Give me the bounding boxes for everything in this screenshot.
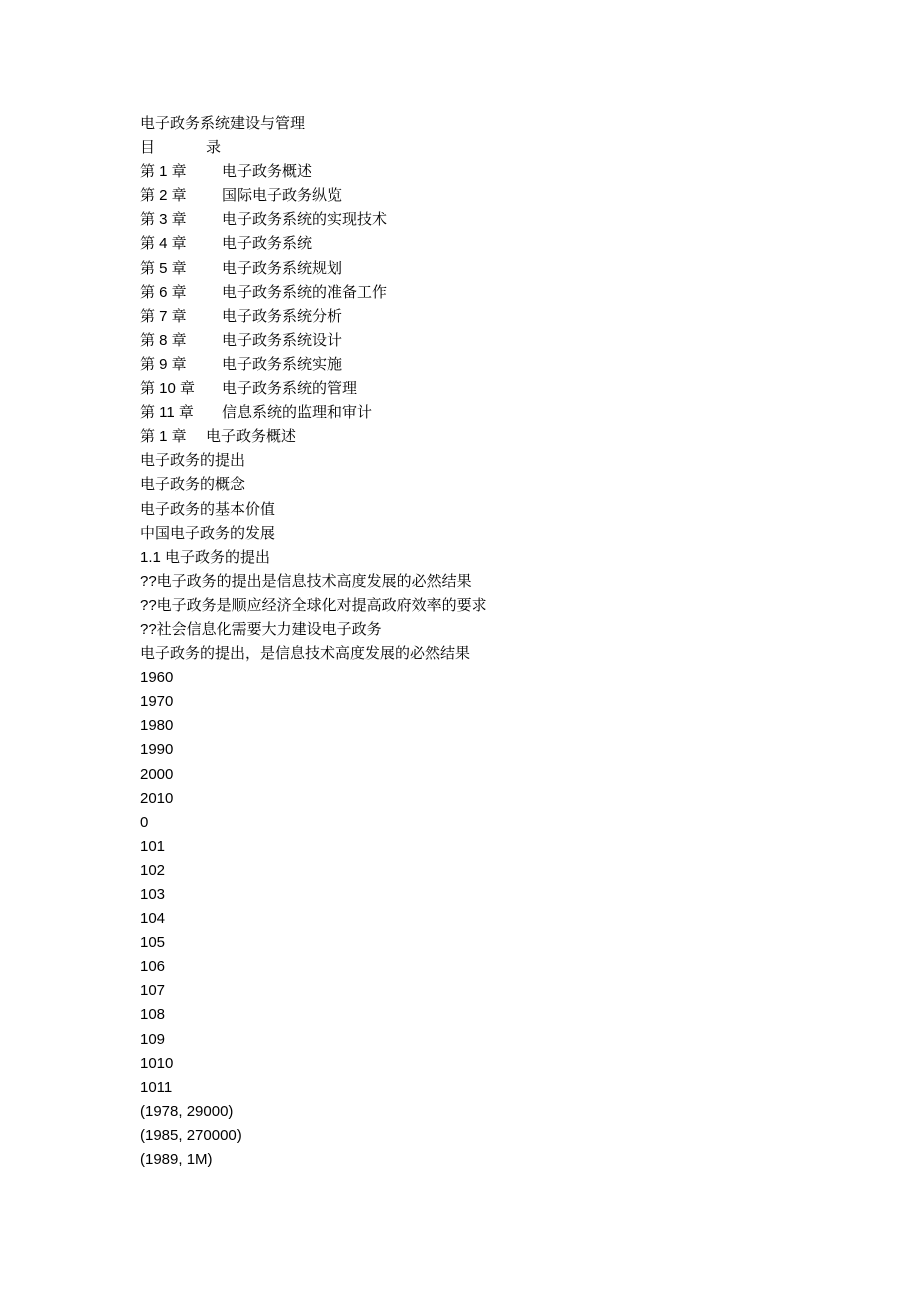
toc-entry (140, 208, 840, 232)
toc-entry-title: 电子政务系统分析 (222, 307, 343, 325)
toc-entry-title: 信息系统的监理和审计 (222, 404, 373, 422)
section-points (140, 570, 840, 642)
toc-list (140, 160, 840, 425)
toc-entry (140, 353, 840, 377)
scale-value: 109 (140, 1030, 166, 1048)
toc-entry-title: 电子政务系统 (222, 235, 313, 253)
toc-entry-number: 第 7 章 (140, 307, 187, 325)
topic-item: 中国电子政务的发展 (140, 524, 276, 542)
document-title: 电子政务系统建设与管理 (140, 115, 306, 132)
toc-entry-number: 第 2 章 (140, 187, 187, 205)
toc-entry-number: 第 9 章 (140, 355, 187, 373)
year-value: 1970 (140, 693, 174, 711)
topic-item: 电子政务的概念 (140, 476, 246, 494)
year-value: 1990 (140, 741, 174, 759)
toc-heading-char-2: 录 (206, 139, 222, 157)
toc-entry-number: 第 4 章 (140, 235, 187, 253)
scale-value: 104 (140, 910, 166, 928)
toc-entry (140, 281, 840, 305)
data-point: (1978, 29000) (140, 1102, 234, 1120)
toc-entry (140, 305, 840, 329)
toc-heading (140, 136, 840, 160)
toc-entry-number: 第 1 章 (140, 163, 187, 181)
document-page (140, 112, 840, 1172)
toc-entry-title: 电子政务系统规划 (222, 259, 343, 277)
section-heading: 1.1 电子政务的提出 (140, 548, 271, 566)
toc-entry-number: 第 11 章 (140, 404, 194, 422)
bullet-point: ??社会信息化需要大力建设电子政务 (140, 620, 382, 638)
toc-entry-number: 第 6 章 (140, 283, 187, 301)
scale-value: 106 (140, 958, 166, 976)
bullet-point: ??电子政务的提出是信息技术高度发展的必然结果 (140, 572, 472, 590)
toc-entry-title: 电子政务概述 (222, 163, 313, 181)
toc-heading-char-1: 目 (140, 139, 156, 157)
toc-entry-number: 第 3 章 (140, 211, 187, 229)
toc-entry (140, 401, 840, 425)
topic-item: 电子政务的提出 (140, 452, 246, 470)
chapter-topics (140, 449, 840, 545)
scale-value: 107 (140, 982, 166, 1000)
toc-entry-title: 电子政务系统的实现技术 (222, 211, 388, 229)
year-value: 2000 (140, 765, 174, 783)
toc-entry (140, 377, 840, 401)
scale-value: 1010 (140, 1054, 174, 1072)
toc-entry-number: 第 5 章 (140, 259, 187, 277)
scale-value: 101 (140, 837, 166, 855)
section-statement: 电子政务的提出，是信息技术高度发展的必然结果 (140, 645, 471, 663)
chapter-heading (140, 425, 840, 449)
toc-entry-title: 电子政务系统实施 (222, 355, 343, 373)
toc-entry (140, 160, 840, 184)
toc-entry-title: 电子政务系统的准备工作 (222, 283, 388, 301)
scale-value: 108 (140, 1006, 166, 1024)
year-value: 1960 (140, 669, 174, 687)
data-point: (1989, 1M) (140, 1151, 213, 1169)
scale-value: 105 (140, 934, 166, 952)
toc-entry (140, 184, 840, 208)
scale-value: 1011 (140, 1078, 173, 1096)
bullet-point: ??电子政务是顺应经济全球化对提高政府效率的要求 (140, 596, 487, 614)
toc-entry-title: 国际电子政务纵览 (222, 187, 343, 205)
data-point-list (140, 1100, 840, 1172)
scale-list (140, 811, 840, 1100)
scale-value: 102 (140, 861, 166, 879)
toc-entry-title: 电子政务系统的管理 (222, 380, 358, 398)
topic-item: 电子政务的基本价值 (140, 500, 276, 518)
scale-value: 103 (140, 886, 166, 903)
scale-value: 0 (140, 813, 149, 831)
toc-entry-title: 电子政务系统设计 (222, 331, 343, 349)
toc-entry (140, 232, 840, 256)
year-value: 1980 (140, 717, 174, 735)
data-point: (1985, 270000) (140, 1126, 242, 1144)
chapter-title: 电子政务概述 (206, 428, 297, 446)
year-list (140, 666, 840, 811)
toc-entry (140, 329, 840, 353)
chapter-number: 第 1 章 (140, 428, 187, 446)
toc-entry-number: 第 8 章 (140, 331, 187, 349)
toc-entry (140, 257, 840, 281)
year-value: 2010 (140, 789, 174, 807)
toc-entry-number: 第 10 章 (140, 380, 196, 398)
